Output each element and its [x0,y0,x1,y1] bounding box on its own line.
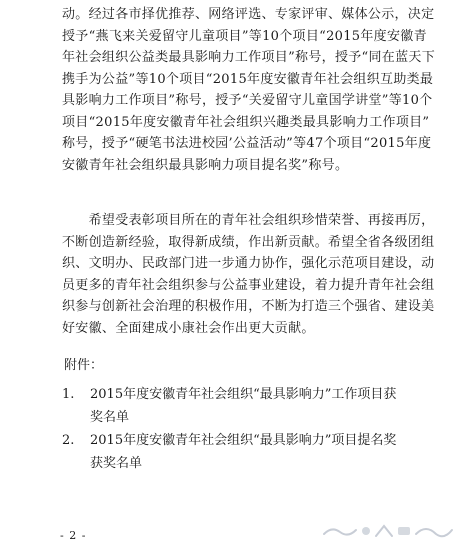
attachment-line: 2015年度安徽青年社会组织“最具影响力”项目提名奖 [90,433,397,448]
attachment-number: 1. [62,387,75,402]
attachment-item [62,429,414,475]
attachment-title [90,429,396,475]
paragraph-line: 不断创造新经验，取得新成绩，作出新贡献。希望全省各级团组 [62,234,435,250]
paragraph-line: 携手为公益”等10个项目“2015年度安徽青年社会组织互助类最 [62,71,434,87]
attachment-line: 奖名单 [90,410,130,425]
paragraph-line: 安徽青年社会组织最具影响力项目提名奖”称号。 [62,157,349,173]
page-number: - 2 - [60,529,87,542]
paragraph-awards [62,4,435,176]
attachment-item [62,383,414,429]
paragraph-line: 希望受表彰项目所在的青年社会组织珍惜荣誉、再接再厉， [62,213,435,228]
paragraph-line: 称号，授予“硬笔书法进校园’公益活动”等47个项目“2015年度 [62,136,432,151]
paragraph-line: 年社会组织公益类最具影响力工作项目”称号，授予“同在蓝天下 [62,50,435,65]
paragraph-line: 员更多的青年社会组织参与公益事业建设，着力提升青年社会组 [62,277,435,293]
attachment-line: 获奖名单 [90,456,143,471]
attachment-line: 2015年度安徽青年社会组织“最具影响力”工作项目获 [90,387,397,402]
paragraph-line: 授予“燕飞来关爱留守儿童项目”等10个项目“2015年度安徽青 [62,28,427,44]
attachments-heading: 附件： [64,358,104,373]
paragraph-line: 动。经过各市择优推荐、网络评选、专家评审、媒体公示，决定 [62,7,435,22]
paragraph-line: 织参与创新社会治理的积极作用，不断为打造三个强省、建设美 [62,299,435,314]
paragraph-line: 具影响力工作项目”称号，授予“关爱留守儿童国学讲堂”等10个 [62,93,433,108]
watermark-logo [318,516,458,546]
attachments-section [62,354,414,475]
attachment-title [90,383,396,429]
attachment-number: 2. [62,433,75,448]
paragraph-hopes [62,210,435,339]
paragraph-line: 项目“2015年度安徽青年社会组织兴趣类最具影响力工作项目” [62,114,430,130]
paragraph-line: 好安徽、全面建成小康社会作出更大贡献。 [62,320,315,336]
paragraph-line: 织、文明办、民政部门进一步通力协作，强化示范项目建设，动 [62,256,435,271]
